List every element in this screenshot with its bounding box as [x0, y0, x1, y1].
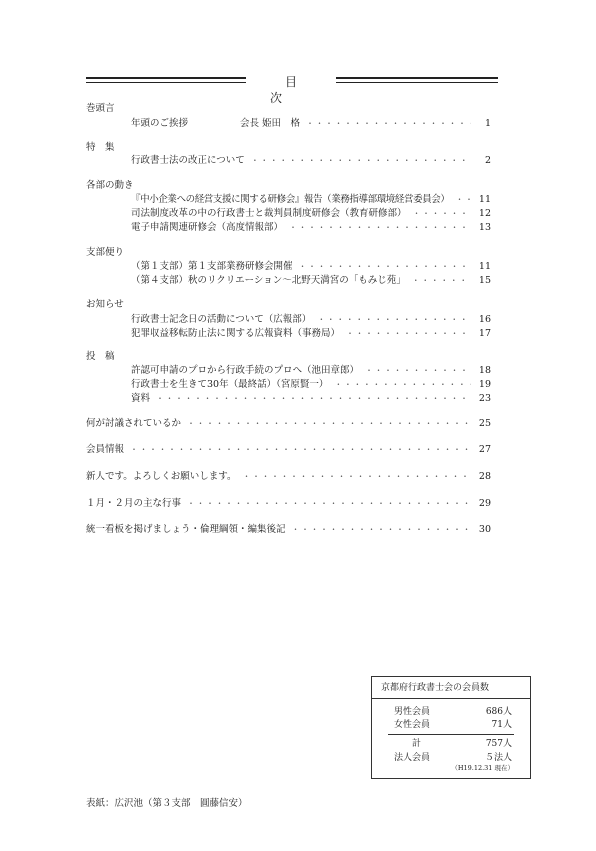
toc-title: 目 次: [269, 75, 370, 105]
cover-credit: 表紙：広沢池（第３支部 圓藤信安）: [86, 798, 248, 809]
entry-page: 30: [478, 524, 491, 535]
entry-page: 18: [478, 365, 491, 376]
toc-entry[interactable]: [131, 117, 491, 130]
male-members-label: 男性会員: [394, 707, 431, 717]
entry-page: 27: [478, 444, 491, 455]
membership-divider: [372, 698, 530, 699]
toc-entry[interactable]: [131, 193, 491, 206]
dot-leader: [187, 417, 471, 430]
as-of-date: （H19.12.31 現在）: [451, 764, 514, 772]
entry-title: 犯罪収益移転防止法に関する広報資料（事務局）: [131, 328, 341, 339]
toc-entry[interactable]: [131, 313, 491, 326]
dot-leader: [156, 392, 471, 405]
section-label-feature: 特 集: [86, 142, 115, 153]
corporate-members-label: 法人会員: [394, 753, 431, 763]
toc-entry[interactable]: [131, 260, 491, 273]
female-members-value: 71人: [491, 720, 512, 730]
dot-leader: [292, 523, 471, 536]
entry-page: 1: [484, 118, 491, 129]
total-divider: [388, 734, 514, 735]
toc-entry[interactable]: [131, 378, 491, 391]
entry-author: 会長 姫田 格: [240, 118, 301, 129]
dot-leader: [242, 470, 471, 483]
toc-entry[interactable]: [86, 497, 491, 510]
total-members-label: 計: [412, 739, 422, 749]
dot-leader: [130, 443, 471, 456]
entry-page: 25: [478, 418, 491, 429]
toc-entry[interactable]: [131, 364, 491, 377]
entry-title: 行政書士法の改正について: [131, 155, 245, 166]
female-members-row: [394, 719, 512, 731]
dot-leader: [365, 364, 471, 377]
entry-page: 13: [478, 222, 491, 233]
toc-entry[interactable]: [131, 154, 491, 167]
dot-leader: [346, 327, 471, 340]
toc-entry[interactable]: [131, 327, 491, 340]
toc-header: [86, 74, 498, 105]
entry-title: 電子申請関連研修会（高度情報部）: [131, 222, 284, 233]
entry-title: １月・２月の主な行事: [86, 498, 182, 509]
entry-title: 『中小企業への経営支援に関する研修会』報告（業務指導部環境経営委員会）: [131, 194, 450, 205]
entry-title: 年頭のご挨拶: [131, 118, 189, 129]
entry-title: 許認可申請のプロから行政手続のプロへ（池田章郎）: [131, 365, 360, 376]
entry-title: 行政書士を生きて30年（最終話）（宮原賢一）: [131, 379, 329, 390]
female-members-label: 女性会員: [394, 720, 431, 730]
dot-leader: [289, 221, 471, 234]
corporate-members-row: [394, 752, 512, 764]
entry-title: 統一看板を掲げましょう・倫理綱領・編集後記: [86, 524, 286, 535]
entry-page: 12: [478, 208, 491, 219]
entry-title: 行政書士記念日の活動について（広報部）: [131, 314, 312, 325]
entry-page: 2: [484, 155, 491, 166]
entry-page: 16: [478, 314, 491, 325]
toc-entry[interactable]: [86, 470, 491, 483]
entry-page: 29: [478, 498, 491, 509]
male-members-value: 686人: [485, 707, 512, 717]
dot-leader: [187, 497, 471, 510]
entry-title: 資料: [131, 393, 151, 404]
dot-leader: [299, 260, 471, 273]
dot-leader: [334, 378, 471, 391]
section-label-preface: 巻頭言: [86, 103, 115, 114]
entry-page: 11: [478, 261, 491, 272]
toc-entry[interactable]: [86, 417, 491, 430]
dot-leader: [413, 207, 471, 220]
male-members-row: [394, 706, 512, 718]
entry-title: 会員情報: [86, 444, 125, 455]
toc-entry[interactable]: [86, 443, 491, 456]
dot-leader: [456, 193, 471, 206]
section-label-branches: 支部便り: [86, 247, 125, 258]
entry-page: 11: [478, 194, 491, 205]
toc-entry[interactable]: [131, 207, 491, 220]
total-members-value: 757人: [485, 739, 512, 749]
corporate-members-value: ５法人: [484, 753, 512, 763]
entry-page: 15: [478, 275, 491, 286]
title-rule-left: [86, 77, 246, 84]
entry-title: （第４支部）秋のリクリエーション〜北野天満宮の「もみじ苑」: [131, 275, 406, 286]
entry-page: 19: [478, 379, 491, 390]
dot-leader: [412, 274, 471, 287]
entry-page: 17: [478, 328, 491, 339]
section-label-departments: 各部の動き: [86, 180, 134, 191]
toc-entry[interactable]: [131, 221, 491, 234]
total-members-row: [394, 738, 512, 750]
entry-title: 新人です。よろしくお願いします。: [86, 471, 237, 482]
section-label-contributions: 投 稿: [86, 351, 115, 362]
entry-page: 28: [478, 471, 491, 482]
toc-entry[interactable]: [131, 274, 491, 287]
entry-title: （第１支部）第１支部業務研修会開催: [131, 261, 293, 272]
entry-title: 司法制度改革の中の行政書士と裁判員制度研修会（教育研修部）: [131, 208, 407, 219]
dot-leader: [317, 313, 471, 326]
membership-heading: 京都府行政書士会の会員数: [381, 683, 490, 693]
dot-leader: [251, 154, 471, 167]
membership-box: [371, 676, 531, 779]
section-label-notices: お知らせ: [86, 299, 124, 310]
entry-title: 何が討議されているか: [86, 418, 182, 429]
toc-entry[interactable]: [131, 392, 491, 405]
dot-leader: [306, 117, 471, 130]
toc-entry[interactable]: [86, 523, 491, 536]
entry-page: 23: [478, 393, 491, 404]
title-rule-right: [336, 77, 498, 84]
